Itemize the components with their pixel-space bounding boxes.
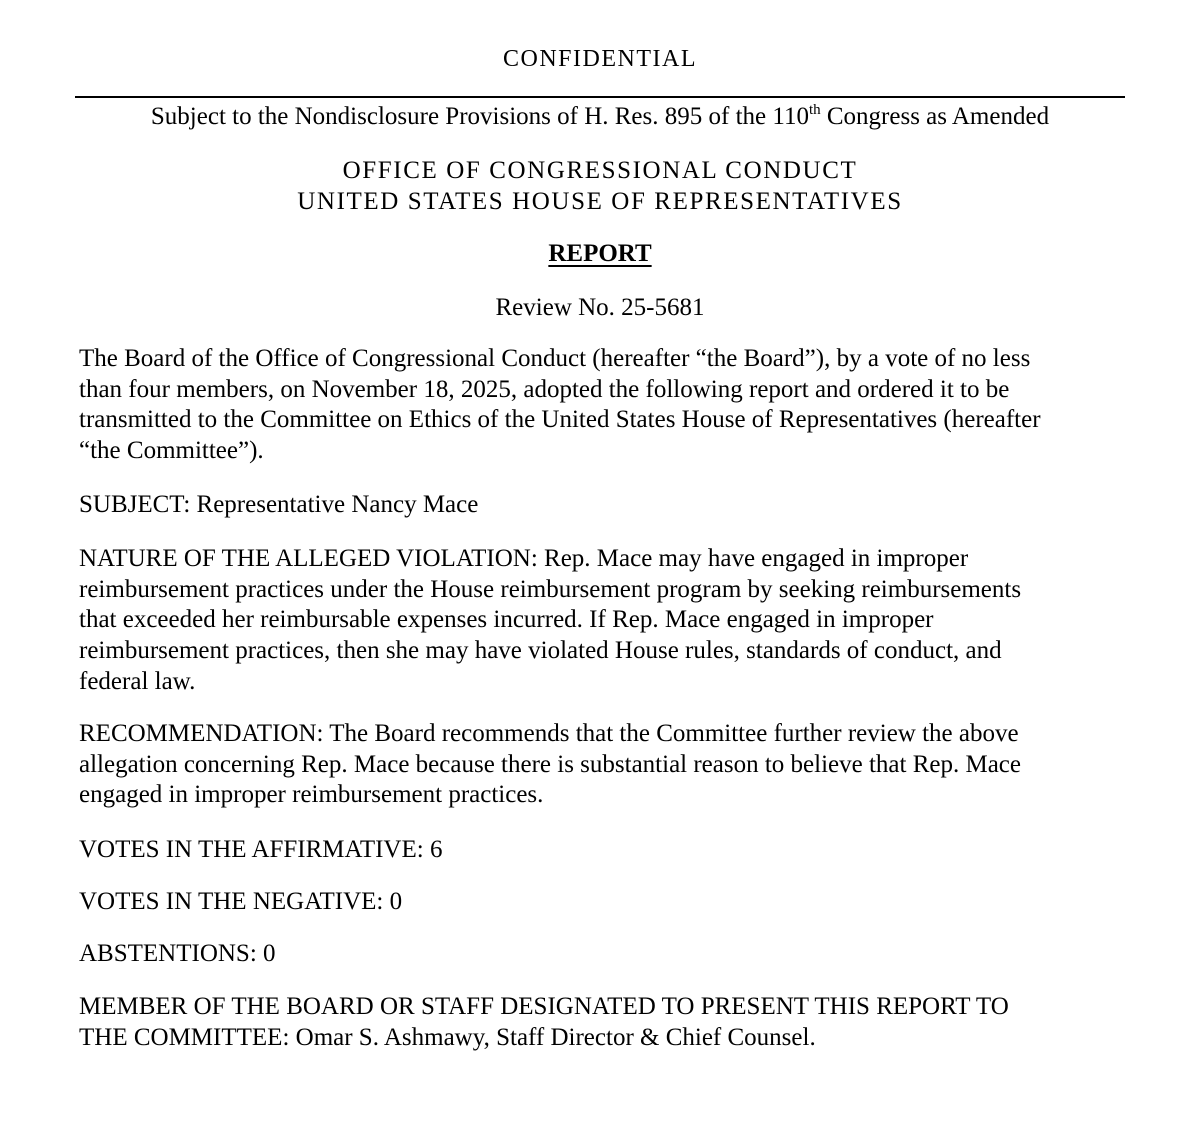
votes-negative — [79, 887, 1139, 918]
abstentions-text: ABSTENTIONS: 0 — [79, 940, 276, 967]
alleged-violation-line: NATURE OF THE ALLEGED VIOLATION: Rep. Mace may have engaged in improper — [79, 545, 969, 572]
designee-line: MEMBER OF THE BOARD OR STAFF DESIGNATED TO PRESENT THIS REPORT TO — [79, 993, 1009, 1020]
subject-paragraph — [79, 490, 1139, 521]
office-name: OFFICE OF CONGRESSIONAL CONDUCT — [342, 157, 858, 184]
intro-line: than four members, on November 18, 2025, adopted the following report and ordered it to be — [79, 375, 1010, 403]
recommendation-paragraph — [79, 719, 1139, 811]
intro-line: “the Committee”). — [79, 437, 264, 465]
header-divider — [75, 96, 1125, 98]
report-title — [0, 241, 1200, 266]
recommendation-line: allegation concerning Rep. Mace because there is substantial reason to believe that Rep. Mace — [79, 750, 1022, 778]
alleged-violation-line: reimbursement practices, then she may have violated House rules, standards of conduct, and — [79, 637, 1002, 665]
alleged-violation-line: that exceeded her reimbursable expenses incurred. If Rep. Mace engaged in improper — [79, 606, 934, 634]
nondisclosure-notice — [0, 104, 1200, 129]
review-number: Review No. 25-5681 — [495, 294, 705, 321]
intro-paragraph — [79, 344, 1139, 467]
recommendation-line: engaged in improper reimbursement practices. — [79, 781, 544, 809]
intro-line: The Board of the Office of Congressional Conduct (hereafter “the Board”), by a vote of no less — [79, 345, 1031, 372]
alleged-violation-paragraph — [79, 544, 1139, 698]
votes-negative-text: VOTES IN THE NEGATIVE: 0 — [79, 888, 403, 915]
office-parent-body: UNITED STATES HOUSE OF REPRESENTATIVES — [297, 188, 903, 215]
intro-line: transmitted to the Committee on Ethics of the United States House of Representatives (hereafter — [79, 406, 1041, 434]
subject-line: SUBJECT: Representative Nancy Mace — [79, 491, 479, 518]
report-title-text: REPORT — [548, 240, 652, 267]
nondisclosure-ordinal-suffix: th — [808, 102, 821, 118]
alleged-violation-line: federal law. — [79, 667, 196, 695]
alleged-violation-line: reimbursement practices under the House reimbursement program by seeking reimbursements — [79, 575, 1022, 603]
designee-paragraph — [79, 992, 1139, 1053]
votes-affirmative — [79, 835, 1139, 866]
nondisclosure-text-pre: Subject to the Nondisclosure Provisions of H. Res. 895 of the 110 — [150, 103, 809, 130]
designee-line: THE COMMITTEE: Omar S. Ashmawy, Staff Director & Chief Counsel. — [79, 1023, 816, 1051]
abstentions — [79, 939, 1139, 970]
nondisclosure-text-post: Congress as Amended — [820, 103, 1050, 130]
classification-header: CONFIDENTIAL — [503, 46, 697, 72]
votes-affirmative-text: VOTES IN THE AFFIRMATIVE: 6 — [79, 836, 443, 863]
recommendation-line: RECOMMENDATION: The Board recommends that the Committee further review the above — [79, 720, 1019, 747]
